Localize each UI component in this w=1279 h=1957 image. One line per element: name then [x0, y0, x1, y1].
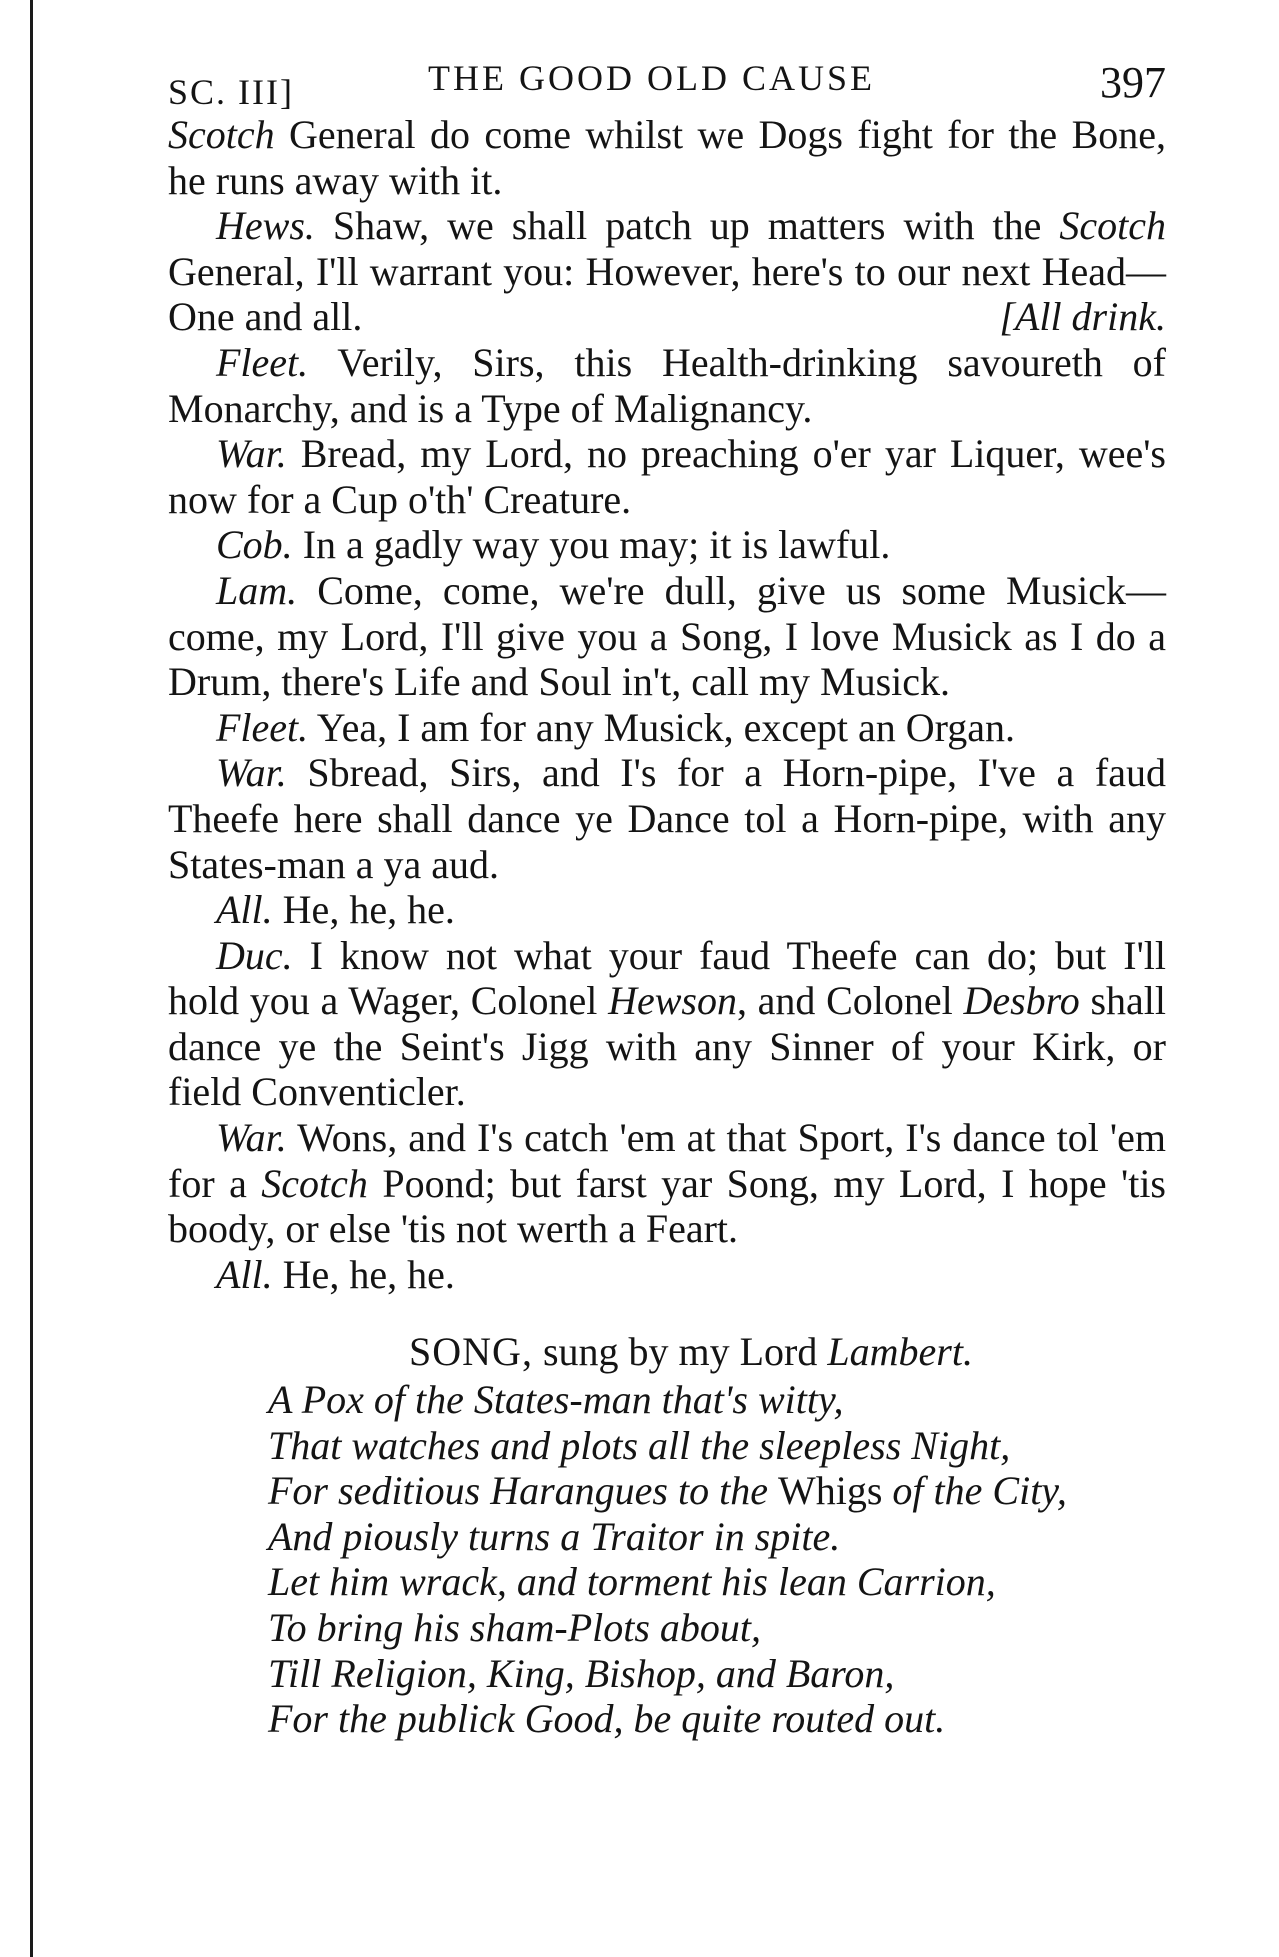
song-heading-caps: SONG,	[409, 1329, 533, 1375]
verse-line-part: For seditious Harangues to the	[268, 1468, 778, 1514]
speaker-name: All.	[216, 887, 273, 933]
song-heading-name: Lambert.	[827, 1329, 973, 1375]
speaker-name: All.	[216, 1251, 273, 1297]
paragraph-text: He, he, he.	[272, 887, 455, 933]
paragraph-text: He, he, he.	[272, 1251, 455, 1297]
running-head	[168, 48, 1166, 112]
verse-line: Let him wrack, and torment his lean Carrion,	[268, 1559, 996, 1605]
inline-italic: Scotch	[261, 1160, 368, 1206]
running-title: THE GOOD OLD CAUSE	[428, 58, 875, 98]
stage-direction: [All drink.	[999, 294, 1166, 340]
speech-paragraph	[168, 568, 1166, 705]
speech-paragraph	[168, 705, 1166, 751]
song-verse	[168, 1377, 1166, 1742]
speaker-name: Fleet.	[216, 339, 309, 385]
speaker-name: Duc.	[216, 932, 293, 978]
verse-line: And piously turns a Traitor in spite.	[268, 1513, 841, 1559]
verse-line-roman: Whigs	[777, 1468, 883, 1514]
paragraph-text: Bread, my Lord, no preaching o'er yar Liquer, wee's now for a Cup o'th' Creature.	[168, 431, 1166, 522]
speaker-name: Lam.	[216, 567, 298, 613]
verse-line: To bring his sham-Plots about,	[268, 1605, 762, 1650]
speech-paragraph	[168, 431, 1166, 522]
speech-paragraph	[168, 887, 1166, 933]
speech-paragraph	[168, 522, 1166, 568]
speech-paragraph	[168, 750, 1166, 887]
verse-line: A Pox of the States-man that's witty,	[268, 1377, 844, 1423]
paragraph-text: shall dance ye the Seint's Jigg with any Sinner of your Kirk, or field Conventicler.	[168, 978, 1166, 1115]
paragraph-text: Sbread, Sirs, and I's for a Horn-pipe, I've a faud Theefe here shall dance ye Dance tol a Horn-pipe, with any States-man a ya aud.	[168, 750, 1166, 887]
paragraph-text: , and Colonel	[736, 978, 964, 1024]
paragraph-text: Yea, I am for any Musick, except an Organ.	[308, 704, 1016, 750]
inline-italic: Scotch	[168, 112, 275, 157]
speaker-name: Fleet.	[216, 704, 309, 750]
inline-italic: Scotch	[1059, 203, 1166, 249]
page-number: 397	[1100, 58, 1166, 107]
speech-paragraph	[168, 933, 1166, 1115]
page-binding-edge	[30, 0, 33, 1957]
speech-paragraph	[168, 203, 1166, 340]
book-page	[168, 48, 1166, 1742]
speech-paragraph	[168, 340, 1166, 431]
paragraph-text: General, I'll warrant you: However, here's to our next Head—One and all.	[168, 248, 1166, 340]
paragraph-text: Poond; but farst yar Song, my Lord, I hope 'tis boody, or else 'tis not werth a Feart.	[168, 1160, 1166, 1252]
scene-marker: SC. III]	[168, 72, 294, 112]
inline-italic: Hewson	[608, 978, 737, 1024]
speaker-name: War.	[216, 431, 287, 477]
verse-line: For the publick Good, be quite routed out.	[268, 1696, 946, 1742]
speaker-name: War.	[216, 1115, 287, 1161]
inline-italic: Desbro	[963, 978, 1080, 1024]
speaker-name: War.	[216, 750, 287, 796]
paragraph-text: In a gadly way you may; it is lawful.	[292, 522, 891, 568]
dialogue-text	[168, 112, 1166, 1297]
speech-paragraph	[168, 1252, 1166, 1298]
song-heading	[216, 1329, 1166, 1375]
paragraph-text: I know not what your faud Theefe can do; but I'll hold you a Wager, Colonel	[168, 932, 1166, 1024]
paragraph-text: Wons, and I's catch 'em at that Sport, I's dance tol 'em for a	[168, 1115, 1166, 1206]
verse-line: That watches and plots all the sleepless Night,	[268, 1422, 1011, 1468]
speaker-name: Cob.	[216, 522, 293, 568]
speaker-name: Hews.	[216, 203, 315, 249]
continued-paragraph	[168, 112, 1166, 203]
paragraph-text: General do come whilst we Dogs fight for the Bone, he runs away with it.	[168, 112, 1166, 203]
verse-line: Till Religion, King, Bishop, and Baron,	[268, 1650, 895, 1696]
song-heading-text: sung by my Lord	[532, 1329, 828, 1375]
paragraph-text: Shaw, we shall patch up matters with the	[314, 203, 1060, 249]
verse-line	[168, 1468, 1166, 1514]
verse-line-part: of the City,	[882, 1468, 1067, 1514]
paragraph-text: Verily, Sirs, this Health-drinking savoureth of Monarchy, and is a Type of Malignancy.	[168, 339, 1166, 431]
speech-paragraph	[168, 1115, 1166, 1252]
paragraph-text: Come, come, we're dull, give us some Musick—come, my Lord, I'll give you a Song, I love Musick as I do a Drum, there's Life and Soul in't, call my Musick.	[168, 567, 1166, 705]
